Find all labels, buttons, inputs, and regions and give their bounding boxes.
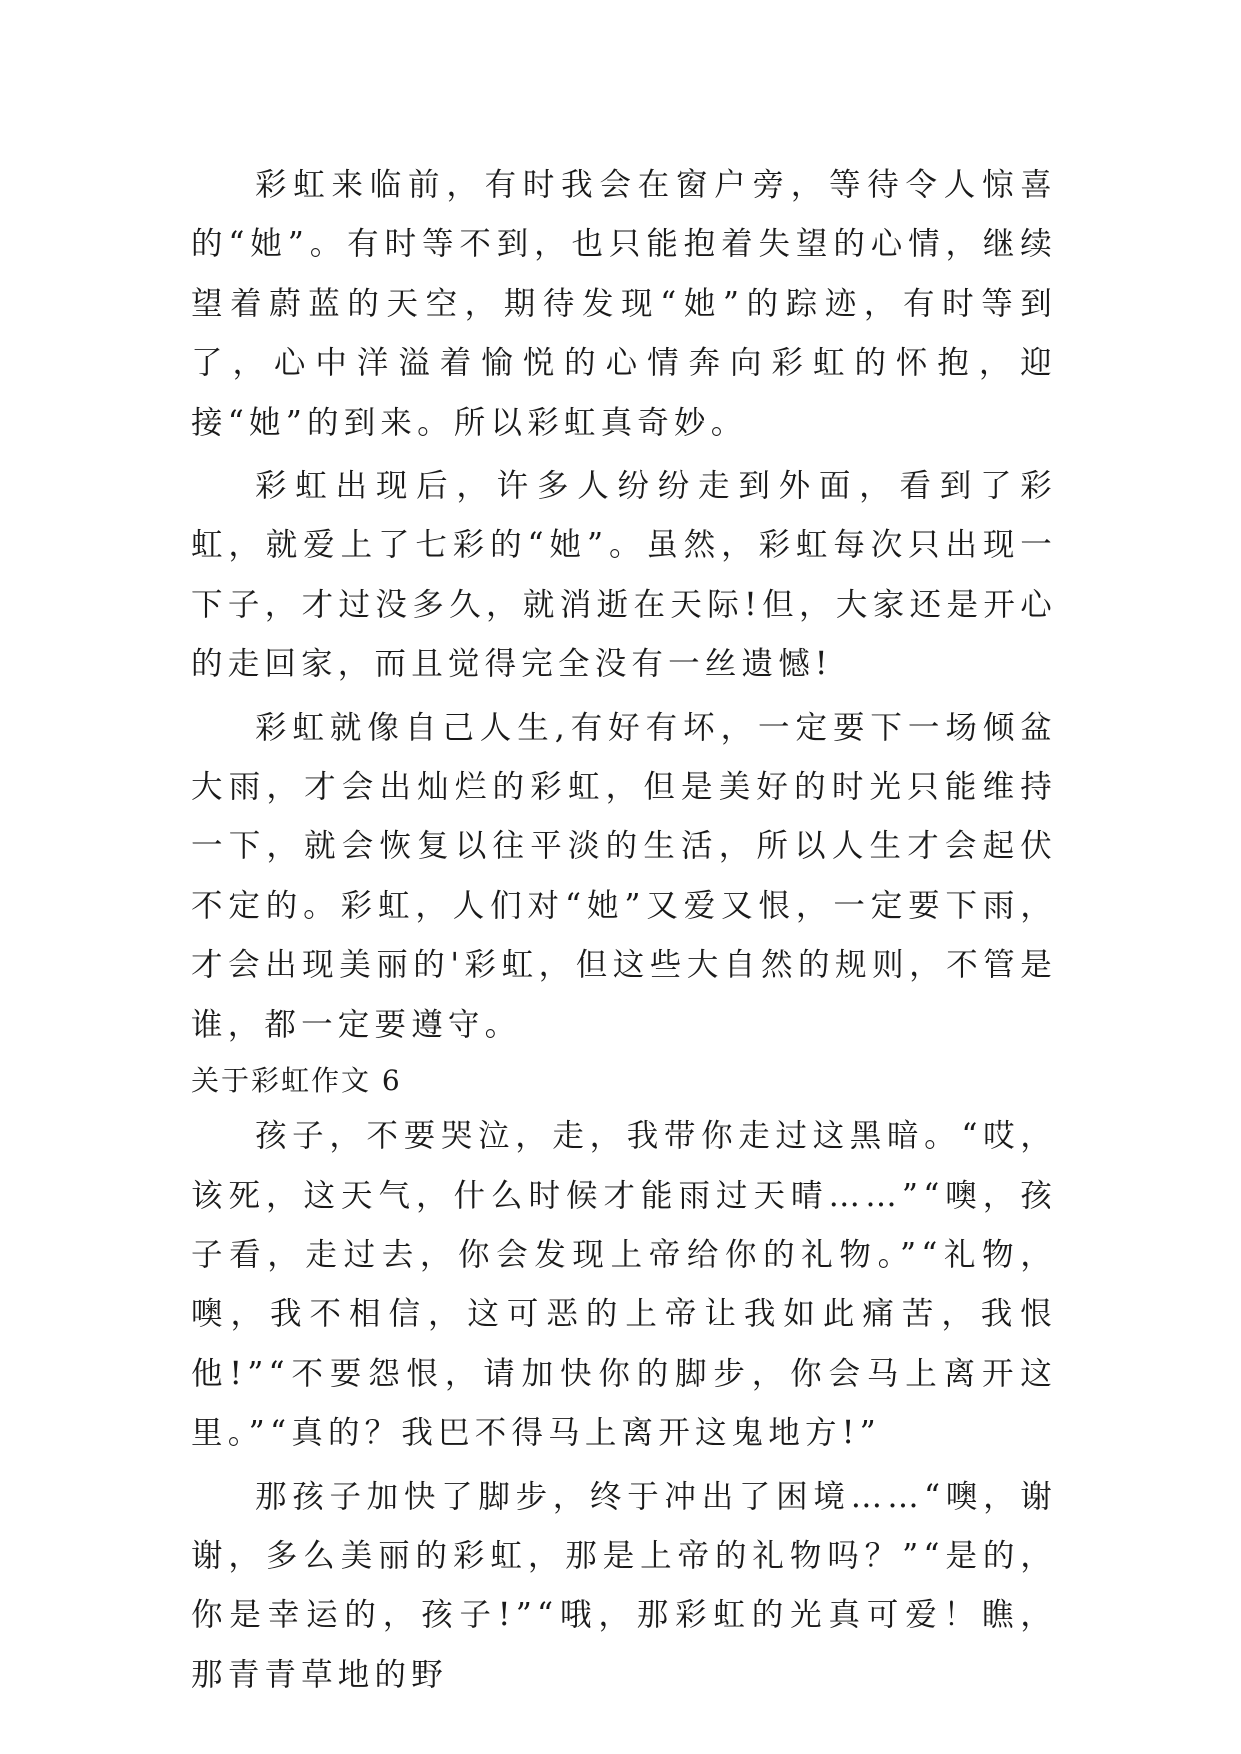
paragraph-5: 那孩子加快了脚步，终于冲出了困境……“噢，谢谢，多么美丽的彩虹，那是上帝的礼物吗？”“是的，你是幸运的，孩子!”“哦，那彩虹的光真可爱！瞧，那青青草地的野 [191, 1478, 1057, 1693]
paragraph-4: 孩子，不要哭泣，走，我带你走过这黑暗。“哎，该死，这天气，什么时候才能雨过天晴……”“噢，孩子看，走过去，你会发现上帝给你的礼物。”“礼物，噢，我不相信，这可恶的上帝让我如此痛苦，我恨他!”“不要怨恨，请加快你的脚步，你会马上离开这里。”“真的？我巴不得马上离开这鬼地方!” [191, 1118, 1057, 1452]
paragraph-1: 彩虹来临前，有时我会在窗户旁，等待令人惊喜的“她”。有时等不到，也只能抱着失望的心情，继续望着蔚蓝的天空，期待发现“她”的踪迹，有时等到了，心中洋溢着愉悦的心情奔向彩虹的怀抱，迎接“她”的到来。所以彩虹真奇妙。 [191, 167, 1057, 441]
document-page [191, 156, 1057, 1705]
paragraph-3: 彩虹就像自己人生,有好有坏，一定要下一场倾盆大雨，才会出灿烂的彩虹，但是美好的时光只能维持一下，就会恢复以往平淡的生活，所以人生才会起伏不定的。彩虹，人们对“她”又爱又恨，一定要下雨，才会出现美丽的'彩虹，但这些大自然的规则，不管是谁，都一定要遵守。 [191, 709, 1057, 1043]
paragraph-2: 彩虹出现后，许多人纷纷走到外面，看到了彩虹，就爱上了七彩的“她”。虽然，彩虹每次只出现一下子，才过没多久，就消逝在天际!但，大家还是开心的走回家，而且觉得完全没有一丝遗憾! [191, 468, 1057, 683]
section-heading: 关于彩虹作文 6 [191, 1064, 402, 1098]
